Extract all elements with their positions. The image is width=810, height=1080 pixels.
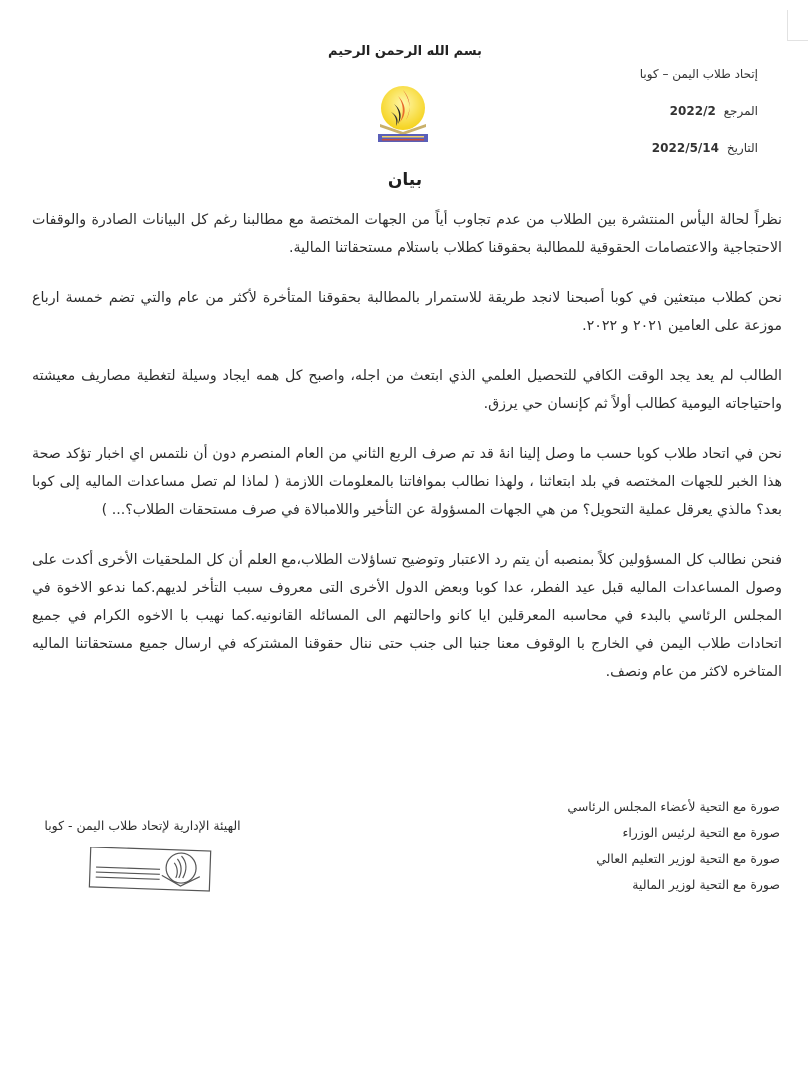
paragraph: نحن كطلاب مبتعثين في كوبا أصبحنا لانجد طريقة للاستمرار بالمطالبة بحقوقنا المتأخرة لأكثر من عام والتي تضم خمسة ارباع موزعة على العامين ٢٠٢١ و ٢٠٢٢.	[32, 290, 782, 334]
reference-line	[640, 101, 758, 138]
page-corner-mark	[787, 10, 808, 41]
cc-item: صورة مع التحية لرئيس الوزراء	[622, 825, 780, 840]
paragraph: نحن في اتحاد طلاب كوبا حسب ما وصل إلينا انهٔ قد تم صرف الربع الثاني من العام المنصرم دون أن نلتمس اي اخبار تؤكد صحة هذا الخبر للجهات المختصه في بلد ابتعاثنا ، ولهذا نطالب بموافاتنا بالمعلومات اللازمة ( لماذا لم تصل مساعدات الماليه إلى كوبا بعد؟ مالذي يعرقل عملية التحويل؟ من هي الجهات المسؤولة عن التأخير واللامبالاة في صرف مستحقات الطلاب؟... )	[32, 446, 782, 518]
letterhead-info	[640, 64, 758, 175]
organization-name: إتحاد طلاب اليمن – كوبا	[639, 67, 758, 81]
cc-item: صورة مع التحية لوزير المالية	[632, 877, 780, 892]
cc-item: صورة مع التحية لوزير التعليم العالي	[596, 851, 780, 866]
paragraph: فنحن نطالب كل المسؤولين كلاً بمنصبه أن يتم رد الاعتبار وتوضيح تساؤلات الطلاب،مع العلم أن كل الملحقيات الأخرى أكدت على وصول المساعدات الماليه قبل عيد الفطر، عدا كوبا وبعض الدول الأخرى التى معروف سبب التأخر لديهم.كما ندعو الاخوة في المجلس الرئاسي بالبدء في محاسبه المعرقلين ايا كانو واحالتهم الى المسائله القانونيه.كما نهيب با الاخوه الكرام في جميع اتحادات طلاب اليمن في الخارج با الوقوف معنا جنبا الى جنب حتى ننال حقوقنا المشتركه في ارسال جميع مستحقاتنا الماليه المتاخره لاكثر من عام ونصف.	[32, 552, 782, 680]
date-label: التاريخ	[726, 141, 758, 155]
date-value: 2022/5/14	[651, 141, 720, 155]
statement-body	[32, 206, 782, 708]
union-logo-icon	[368, 84, 438, 144]
copies-to-list	[567, 794, 780, 898]
reference-value: 2022/2	[669, 104, 716, 118]
statement-title: بيان	[387, 170, 423, 190]
reference-label: المرجع	[723, 104, 758, 118]
paragraph: الطالب لم يعد يجد الوقت الكافي للتحصيل العلمي الذي ابتعث من اجله، واصبح كل همه ايجاد وسيلة لتغطية مصاريف معيشته واحتياجاته اليومية كطالب أولاً ثم كإنسان حي يرزق.	[32, 368, 782, 412]
signature-line: الهيئة الإدارية لإتحاد طلاب اليمن - كوبا	[44, 818, 241, 833]
paragraph: نظراً لحالة اليأس المنتشرة بين الطلاب من عدم تجاوب أياً من الجهات المختصة مع مطالبنا رغم كل البيانات الصادرة والوقفات الاحتجاجية والاعتصامات الحقوقية للمطالبة بحقوقنا كطلاب باستلام مستحقاتنا المالية.	[32, 212, 782, 256]
date-line	[640, 138, 758, 175]
stamp-icon	[88, 847, 214, 893]
cc-item: صورة مع التحية لأعضاء المجلس الرئاسي	[567, 799, 780, 814]
basmala-heading: بسم الله الرحمن الرحيم	[328, 44, 482, 59]
